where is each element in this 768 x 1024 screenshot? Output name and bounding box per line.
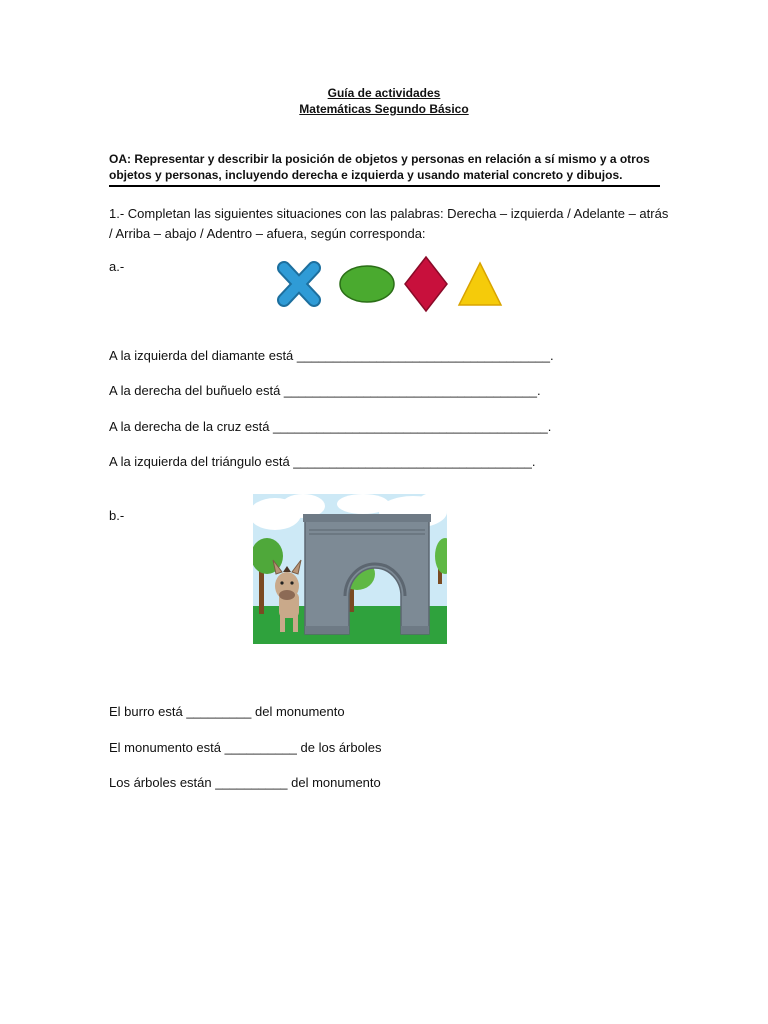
part-a-sentence-1: A la izquierda del diamante está ___________________________________. [109, 348, 554, 363]
worksheet-subtitle: Matemáticas Segundo Básico [299, 102, 469, 116]
objective-block [109, 151, 661, 183]
worksheet-title: Guía de actividades [327, 86, 441, 100]
part-b-sentence-1: El burro está _________ del monumento [109, 704, 345, 719]
part-a-label: a.- [109, 259, 125, 274]
part-a-sentence-2: A la derecha del buñuelo está ___________________________________. [109, 383, 541, 398]
diamond-icon [405, 257, 447, 311]
objective-divider [109, 185, 660, 187]
objective-text: Representar y describir la posición de objetos y personas en relación a sí mismo y a otros objetos y personas, incluyendo derecha e izquierda y usando material concreto y dibujos. [109, 152, 650, 182]
question-1-prompt: 1.- Completan las siguientes situaciones con las palabras: Derecha – izquierda / Adelante – atrás / Arriba – abajo / Adentro – afuera, según corresponda: [109, 206, 669, 241]
part-a-sentence-4: A la izquierda del triángulo está _________________________________. [109, 454, 536, 469]
objective-label: OA: [109, 152, 131, 166]
part-b-sentence-3: Los árboles están __________ del monumento [109, 775, 381, 790]
shapes-row [272, 252, 508, 316]
scene-illustration [253, 494, 447, 644]
oval-icon [340, 266, 394, 302]
part-b-sentence-2: El monumento está __________ de los árboles [109, 740, 382, 755]
part-b-label: b.- [109, 508, 125, 523]
cross-icon [284, 268, 314, 300]
triangle-icon [459, 263, 501, 305]
part-a-sentence-3: A la derecha de la cruz está ______________________________________. [109, 419, 552, 434]
